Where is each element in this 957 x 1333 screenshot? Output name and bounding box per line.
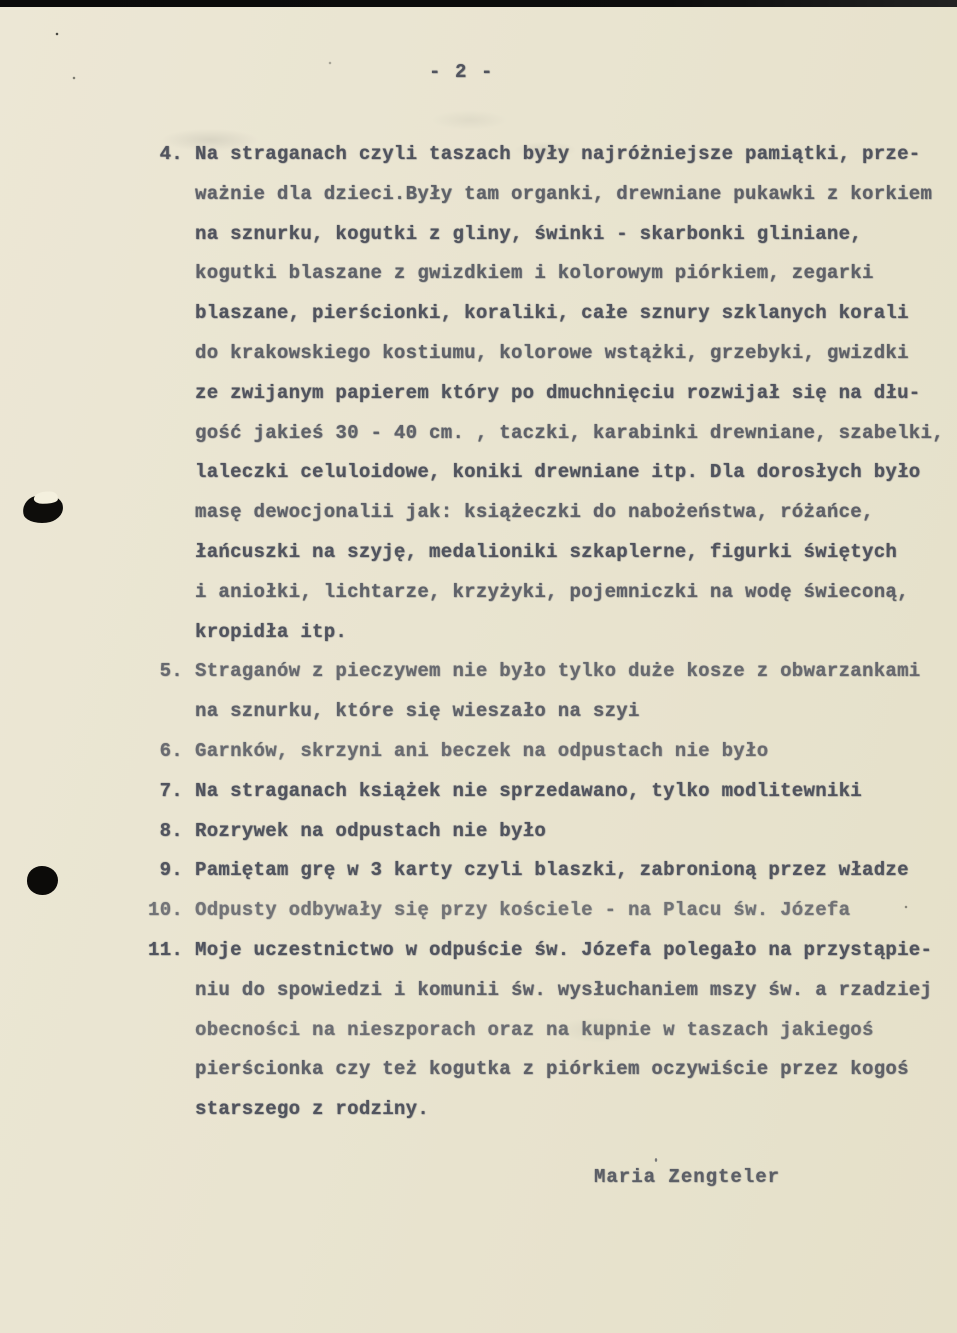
text-line-content: Odpusty odbywały się przy kościele - na Placu św. Józefa: [195, 899, 851, 922]
text-line: kropidła itp.: [195, 620, 348, 643]
list-item-4: [148, 135, 957, 652]
list-item-6: [148, 732, 957, 772]
text-line: [148, 931, 957, 971]
text-line: [148, 812, 957, 852]
item-number: 11.: [148, 938, 184, 961]
list-item-5: [148, 652, 957, 732]
text-line: [148, 891, 957, 931]
item-number: 7.: [159, 779, 183, 802]
document-body: [148, 135, 957, 1130]
text-line: blaszane, pierścionki, koraliki, całe sznury szklanych korali: [195, 302, 909, 325]
text-line: [148, 851, 957, 891]
item-number: 6.: [159, 739, 183, 762]
text-line: [148, 652, 957, 692]
text-line-content: Rozrywek na odpustach nie było: [195, 819, 547, 842]
item-number: 10.: [148, 899, 184, 922]
item-number: 8.: [159, 819, 183, 842]
list-item-9: [148, 851, 957, 891]
text-line: i aniołki, lichtarze, krzyżyki, pojemniczki na wodę świeconą,: [195, 580, 909, 603]
text-line-content: Moje uczestnictwo w odpuście św. Józefa polegało na przystąpie-: [195, 938, 933, 961]
ink-blot-mark: [22, 493, 65, 525]
list-item-10: [148, 891, 957, 931]
text-line: do krakowskiego kostiumu, kolorowe wstążki, grzebyki, gwizdki: [195, 341, 909, 364]
text-line: ważnie dla dzieci.Były tam organki, drewniane pukawki z korkiem: [195, 182, 933, 205]
list-item-11: [148, 931, 957, 1130]
text-line: obecności na nieszporach oraz na kupnie w taszach jakiegoś: [195, 1018, 874, 1041]
ink-dot-mark: [27, 866, 58, 895]
text-line: [148, 135, 957, 175]
item-number: 9.: [159, 859, 183, 882]
list-item-7: [148, 772, 957, 812]
text-line: niu do spowiedzi i komunii św. wysłuchaniem mszy św. a rzadziej: [195, 978, 933, 1001]
signature: Maria Zengteler: [594, 1166, 781, 1188]
text-line-content: Straganów z pieczywem nie było tylko duże kosze z obwarzankami: [195, 660, 921, 683]
list-item-8: [148, 812, 957, 852]
text-line: gość jakieś 30 - 40 cm. , taczki, karabinki drewniane, szabelki,: [195, 421, 944, 444]
text-line: masę dewocjonalii jak: książeczki do nabożeństwa, różańce,: [195, 501, 874, 524]
text-line: laleczki celuloidowe, koniki drewniane itp. Dla dorosłych było: [195, 461, 921, 484]
text-line: kogutki blaszane z gwizdkiem i kolorowym piórkiem, zegarki: [195, 262, 874, 285]
text-line: [148, 772, 957, 812]
text-line: pierścionka czy też kogutka z piórkiem oczywiście przez kogoś: [195, 1058, 909, 1081]
text-line-content: Na straganach czyli taszach były najróżniejsze pamiątki, prze-: [195, 143, 921, 165]
item-number: 5.: [159, 660, 183, 683]
text-line: starszego z rodziny.: [195, 1098, 430, 1121]
text-line: na sznurku, kogutki z gliny, świnki - skarbonki gliniane,: [195, 222, 863, 245]
text-line: na sznurku, które się wieszało na szyi: [195, 700, 640, 723]
text-line-content: Garnków, skrzyni ani beczek na odpustach nie było: [195, 739, 769, 762]
page-number: - 2 -: [429, 61, 495, 83]
text-line-content: Na straganach książek nie sprzedawano, tylko modlitewniki: [195, 779, 863, 802]
text-line: łańcuszki na szyję, medalioniki szkaplerne, figurki świętych: [195, 540, 898, 563]
text-line: ze zwijanym papierem który po dmuchnięciu rozwijał się na dłu-: [195, 381, 921, 404]
text-line-content: Pamiętam grę w 3 karty czyli blaszki, zabronioną przez władze: [195, 859, 909, 882]
text-line: [148, 732, 957, 772]
item-number: 4.: [159, 143, 183, 165]
scan-edge-strip: [0, 0, 957, 7]
